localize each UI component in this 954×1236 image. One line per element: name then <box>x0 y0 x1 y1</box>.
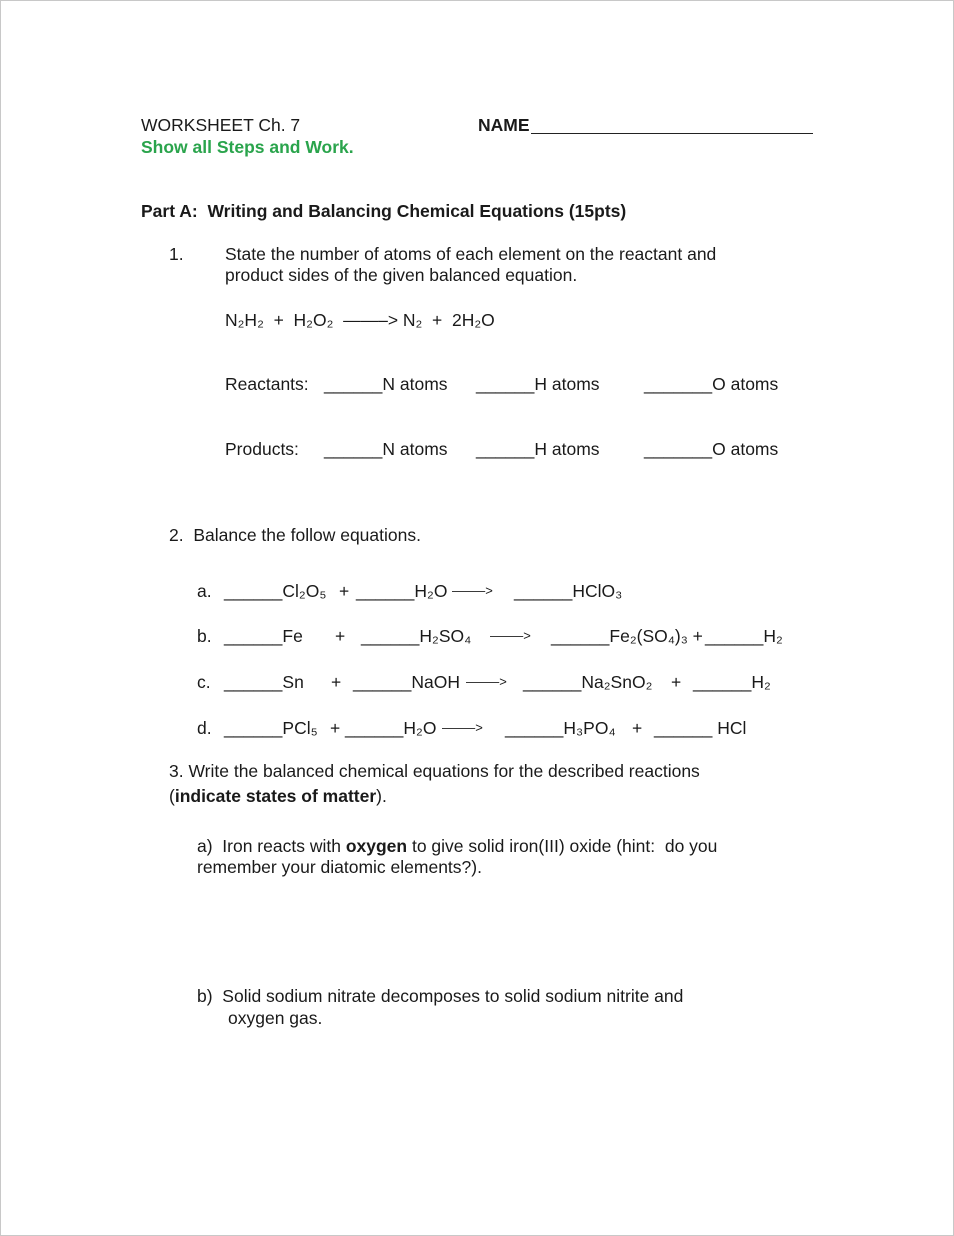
eq-d-term3: ______H₃PO₄ <box>505 718 616 738</box>
eq-c-term1: ______Sn <box>224 672 304 692</box>
products-label: Products: <box>225 439 299 459</box>
q3a-line2: remember your diatomic elements?). <box>197 857 482 877</box>
eq-a-plus1: + <box>339 581 350 601</box>
eq-d-term4: ______ HCl <box>654 718 747 738</box>
eq-b-term3: ______Fe₂(SO₄)₃ + <box>551 626 703 646</box>
instruction-text: Show all Steps and Work. <box>141 137 354 157</box>
eq-c-term2: ______NaOH <box>353 672 461 692</box>
part-a-heading: Part A: Writing and Balancing Chemical Equations (15pts) <box>141 201 627 221</box>
eq-b-term4: ______H₂ <box>705 626 783 646</box>
eq-d-plus1: + <box>330 718 341 738</box>
eq-c-plus2: + <box>671 672 682 692</box>
q3b-line1: b) Solid sodium nitrate decomposes to solid sodium nitrite and <box>197 986 684 1006</box>
eq-b-term2: ______H₂SO₄ <box>361 626 472 646</box>
q3-prompt-line1: 3. Write the balanced chemical equations for the described reactions <box>169 761 700 781</box>
eq-a-label: a. <box>197 581 212 601</box>
eq-b-label: b. <box>197 626 212 646</box>
eq-c-plus1: + <box>331 672 342 692</box>
reactants-o-atoms: _______O atoms <box>644 374 779 394</box>
eq-d-plus2: + <box>632 718 643 738</box>
eq-b-plus1: + <box>335 626 346 646</box>
q3-states-emphasis: indicate states of matter <box>174 786 377 806</box>
reactants-label: Reactants: <box>225 374 309 394</box>
eq-d-term2: ______H₂O <box>345 718 437 738</box>
reactants-n-atoms: ______N atoms <box>324 374 448 394</box>
eq-a-term1: ______Cl₂O₅ <box>224 581 327 601</box>
products-n-atoms: ______N atoms <box>324 439 448 459</box>
q3a-oxygen-emphasis: oxygen <box>345 836 408 856</box>
eq-c-term4: ______H₂ <box>693 672 771 692</box>
eq-b-term1: ______Fe <box>224 626 303 646</box>
eq-d-arrow: ——–> <box>442 720 483 735</box>
worksheet-title: WORKSHEET Ch. 7 <box>141 115 301 135</box>
name-blank-line <box>531 133 813 134</box>
q3-prompt-line2: (indicate states of matter). <box>169 786 387 806</box>
eq-d-label: d. <box>197 718 212 738</box>
q3a-line1: a) Iron reacts with oxygen to give solid iron(III) oxide (hint: do you <box>197 836 718 856</box>
q1-prompt-line2: product sides of the given balanced equation. <box>225 265 578 285</box>
eq-c-label: c. <box>197 672 211 692</box>
q2-prompt: 2. Balance the follow equations. <box>169 525 421 545</box>
eq-c-term3: ______Na₂SnO₂ <box>523 672 653 692</box>
eq-d-term1: ______PCl₅ <box>224 718 318 738</box>
eq-c-arrow: ——–> <box>466 674 507 689</box>
eq-b-arrow: ——–> <box>490 628 531 643</box>
q3b-line2: oxygen gas. <box>228 1008 323 1028</box>
eq-a-term3: ______HClO₃ <box>514 581 623 601</box>
products-o-atoms: _______O atoms <box>644 439 779 459</box>
products-h-atoms: ______H atoms <box>476 439 600 459</box>
q1-number: 1. <box>169 244 184 264</box>
q1-equation: N₂H₂ + H₂O₂ ——–> N₂ + 2H₂O <box>225 310 495 330</box>
name-label: NAME <box>478 115 530 135</box>
eq-a-term2: ______H₂O <box>356 581 448 601</box>
eq-a-arrow: ——–> <box>452 583 493 598</box>
q1-prompt-line1: State the number of atoms of each element on the reactant and <box>225 244 717 264</box>
reactants-h-atoms: ______H atoms <box>476 374 600 394</box>
